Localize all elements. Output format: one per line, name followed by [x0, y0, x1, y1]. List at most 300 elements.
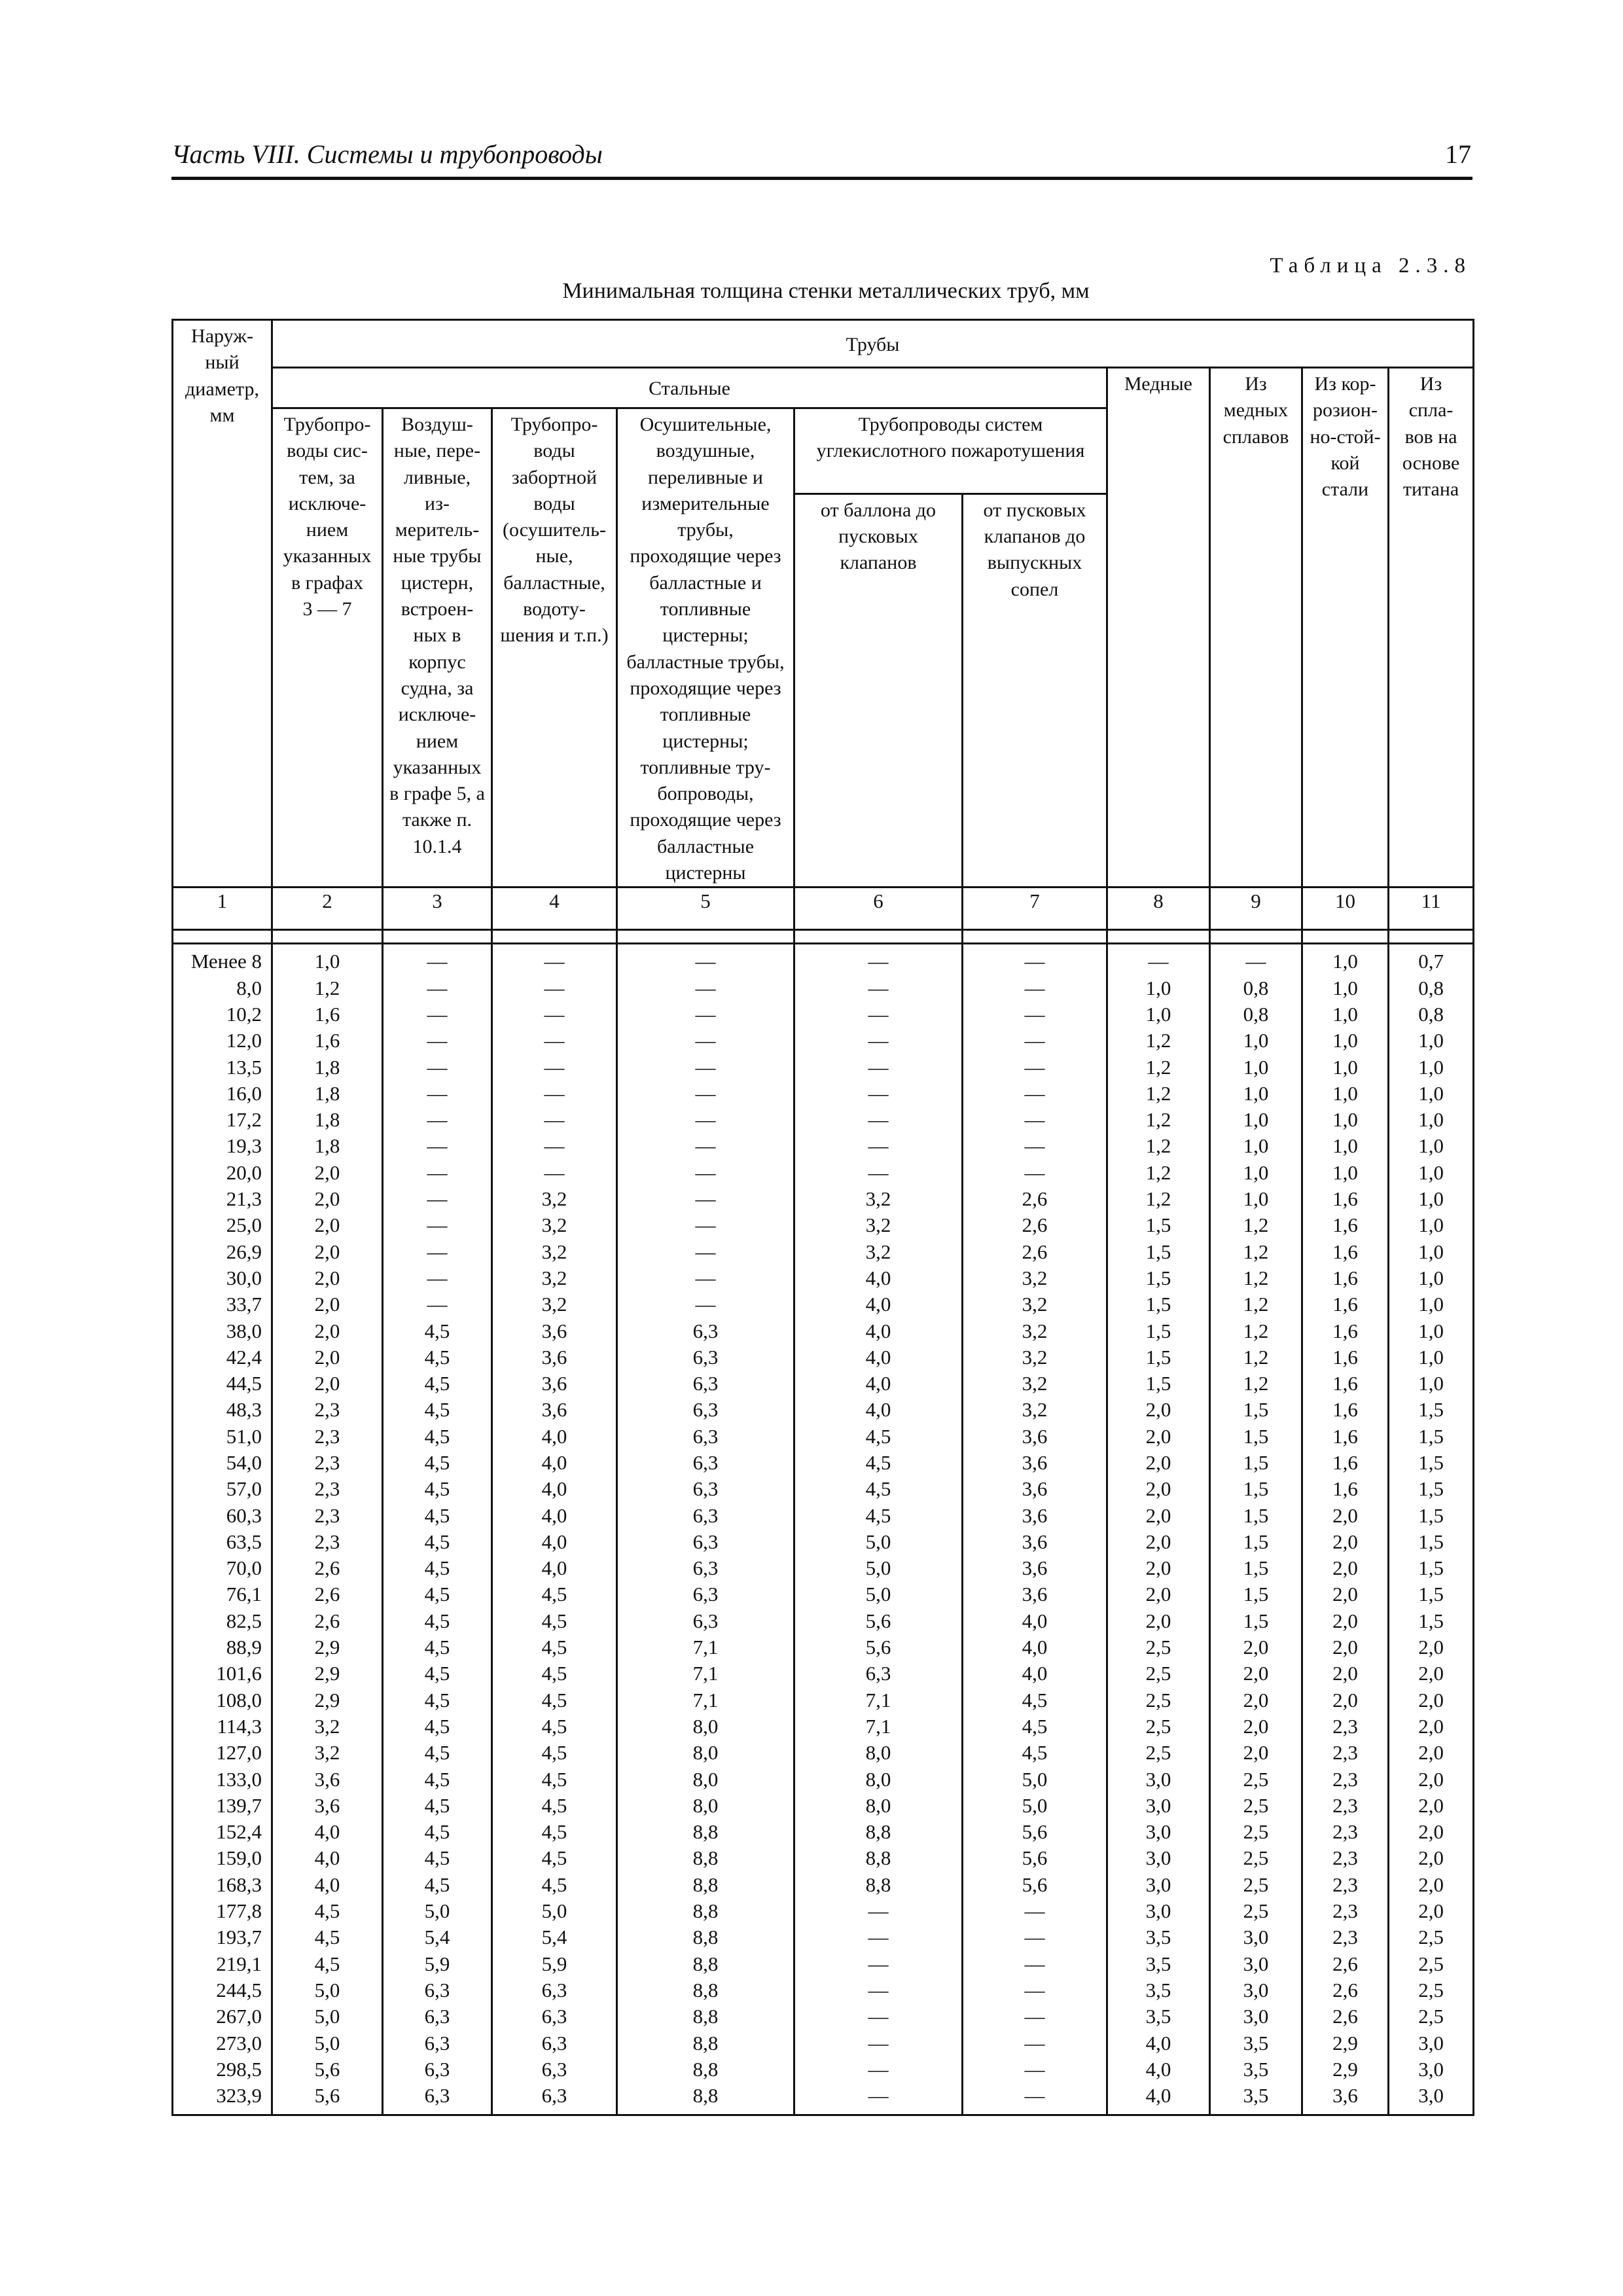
table-cell: 2,0 [1145, 1477, 1171, 1501]
table-cell: 2,0 [1145, 1503, 1171, 1527]
table-cell: — [868, 950, 889, 973]
table-cell: 1,0 [1243, 1134, 1269, 1158]
table-cell: — [695, 976, 716, 999]
table-cell: 76,1 [226, 1583, 262, 1606]
column-number-6: 6 [794, 888, 963, 930]
table-cell: 2,0 [1243, 1714, 1269, 1738]
table-cell: 7,1 [692, 1688, 719, 1712]
table-cell: 2,6 [1332, 2005, 1358, 2028]
table-cell: 4,5 [424, 1345, 450, 1369]
table-cell: — [1024, 1108, 1045, 1132]
table-cell: 101,6 [216, 1662, 262, 1685]
table-cell: 2,5 [1243, 1767, 1269, 1791]
table-cell: 3,6 [541, 1372, 567, 1395]
table-cell: 4,5 [424, 1820, 450, 1844]
table-cell: 2,0 [1332, 1662, 1358, 1685]
spacer-cell [1302, 930, 1389, 944]
table-cell: 2,5 [1145, 1714, 1171, 1738]
table-cell: — [544, 1134, 565, 1158]
table-cell: 4,5 [541, 1767, 567, 1791]
table-cell: 60,3 [226, 1503, 262, 1527]
table-cell: 1,0 [314, 950, 340, 973]
table-cell: 4,0 [541, 1450, 567, 1474]
table-cell: 1,0 [1418, 1187, 1444, 1211]
table-cell: 1,2 [1145, 1055, 1171, 1079]
header-col-6: от баллона до пусковых клапанов [794, 493, 963, 888]
table-cell: 3,5 [1145, 1978, 1171, 2001]
table-cell: 2,0 [1418, 1767, 1444, 1791]
table-cell: 3,2 [541, 1187, 567, 1211]
table-cell: 8,8 [692, 1978, 719, 2001]
table-cell: 7,1 [692, 1636, 719, 1659]
header-col-4: Трубопро- воды забортной воды (осушитель- ные, балластные, водоту- шения и т.п.) [492, 408, 617, 888]
table-cell: 6,3 [541, 2084, 567, 2108]
table-cell: 193,7 [216, 1926, 262, 1949]
table-cell: 2,0 [314, 1213, 340, 1237]
table-cell: 2,3 [1332, 1899, 1358, 1923]
table-cell: 1,5 [1145, 1266, 1171, 1289]
table-cell: 2,6 [1332, 1952, 1358, 1975]
table-cell: 1,0 [1243, 1108, 1269, 1132]
table-cell: 4,5 [1022, 1688, 1048, 1712]
table-cell: 2,3 [314, 1398, 340, 1422]
data-column-3 [383, 944, 492, 2115]
table-cell: 2,3 [1332, 1846, 1358, 1870]
table-cell: 5,0 [314, 2005, 340, 2028]
table-cell: 1,5 [1145, 1213, 1171, 1237]
table-cell: 3,2 [865, 1187, 891, 1211]
table-cell: 5,0 [865, 1556, 891, 1580]
table-cell: 1,0 [1243, 1081, 1269, 1105]
table-cell: 5,6 [1022, 1820, 1048, 1844]
table-cell: 1,0 [1332, 1029, 1358, 1052]
table-cell: 4,5 [541, 1793, 567, 1817]
table-cell: 267,0 [216, 2005, 262, 2028]
table-cell: — [1148, 950, 1169, 973]
table-cell: 4,5 [541, 1714, 567, 1738]
data-column-5 [617, 944, 794, 2115]
table-cell: 1,8 [314, 1134, 340, 1158]
table-cell: — [695, 1266, 716, 1289]
table-cell: 3,2 [1022, 1345, 1048, 1369]
table-cell: 4,5 [424, 1873, 450, 1896]
table-cell: 2,0 [1145, 1424, 1171, 1448]
table-cell: — [427, 1266, 448, 1289]
table-cell: 4,0 [1022, 1636, 1048, 1659]
table-cell: — [427, 1029, 448, 1052]
table-cell: — [544, 950, 565, 973]
table-cell: 1,6 [1332, 1213, 1358, 1237]
table-cell: 4,5 [424, 1398, 450, 1422]
table-cell: 2,0 [1418, 1846, 1444, 1870]
table-cell: 3,6 [1022, 1477, 1048, 1501]
table-number: Таблица 2.3.8 [1270, 254, 1471, 278]
table-cell: 4,0 [1145, 2057, 1171, 2081]
table-cell: 2,0 [1418, 1714, 1444, 1738]
table-cell: 3,6 [1022, 1530, 1048, 1553]
table-cell: 3,0 [1418, 2057, 1444, 2081]
table-cell: 3,5 [1145, 1952, 1171, 1975]
table-cell: 273,0 [216, 2031, 262, 2054]
table-cell: 3,6 [1022, 1583, 1048, 1606]
table-cell: 127,0 [216, 1741, 262, 1765]
table-cell: 2,3 [1332, 1873, 1358, 1896]
table-cell: 4,5 [424, 1424, 450, 1448]
table-cell: 2,3 [314, 1477, 340, 1501]
table-cell: — [868, 1002, 889, 1026]
column-number-9: 9 [1210, 888, 1302, 930]
table-cell: 2,0 [1243, 1688, 1269, 1712]
table-cell: 1,5 [1145, 1240, 1171, 1263]
table-cell: 2,0 [1243, 1636, 1269, 1659]
table-cell: 4,5 [541, 1846, 567, 1870]
table-cell: — [1024, 950, 1045, 973]
table-cell: 1,0 [1418, 1293, 1444, 1316]
table-cell: 6,3 [692, 1319, 719, 1342]
table-cell: — [868, 2057, 889, 2081]
table-cell: 8,0 [236, 976, 262, 999]
table-cell: — [427, 1187, 448, 1211]
table-cell: 244,5 [216, 1978, 262, 2001]
table-cell: 2,0 [314, 1372, 340, 1395]
table-cell: 2,9 [314, 1662, 340, 1685]
table-cell: 2,0 [1418, 1662, 1444, 1685]
table-cell: 4,0 [865, 1266, 891, 1289]
header-col-7: от пусковых клапанов до выпускных сопел [963, 493, 1107, 888]
spacer-cell [272, 930, 383, 944]
table-cell: 4,5 [541, 1583, 567, 1606]
table-cell: 3,5 [1243, 2084, 1269, 2108]
table-cell: 4,5 [865, 1450, 891, 1474]
header-col-2: Трубопро- воды сис- тем, за исключе- нием указанных в графах 3 — 7 [272, 408, 383, 888]
table-cell: — [1245, 950, 1266, 973]
table-cell: 4,0 [541, 1503, 567, 1527]
table-cell: — [544, 1081, 565, 1105]
table-cell: 0,8 [1243, 1002, 1269, 1026]
table-cell: 3,2 [1022, 1266, 1048, 1289]
table-cell: 2,6 [314, 1583, 340, 1606]
table-cell: 3,6 [1332, 2084, 1358, 2108]
data-column-1 [173, 944, 272, 2115]
table-cell: 2,3 [1332, 1820, 1358, 1844]
table-cell: 1,0 [1243, 1187, 1269, 1211]
table-cell: 1,8 [314, 1081, 340, 1105]
table-cell: — [1024, 2031, 1045, 2054]
table-cell: 5,0 [314, 1978, 340, 2001]
header-outer-diameter: Наруж- ный диаметр, мм [173, 320, 272, 888]
header-col-5: Осушительные, воздушные, переливные и измерительные трубы, проходящие через балластные и топливные цистерны; балластные трубы, проходящие через топливные цистерны; топливные тру- бопроводы, проходящие через балластные цистерны [617, 408, 794, 888]
table-cell: 8,8 [865, 1820, 891, 1844]
table-cell: 5,6 [865, 1609, 891, 1632]
table-cell: 1,0 [1332, 950, 1358, 973]
table-cell: 4,0 [541, 1556, 567, 1580]
table-cell: — [868, 1952, 889, 1975]
table-cell: 1,5 [1243, 1503, 1269, 1527]
table-cell: 5,9 [541, 1952, 567, 1975]
table-cell: 2,3 [314, 1450, 340, 1474]
table-cell: 1,8 [314, 1108, 340, 1132]
table-cell: 7,1 [865, 1714, 891, 1738]
table-cell: 6,3 [541, 2031, 567, 2054]
table-cell: 51,0 [226, 1424, 262, 1448]
table-cell: 2,5 [1243, 1793, 1269, 1817]
table-cell: 3,0 [1243, 1952, 1269, 1975]
table-cell: 2,5 [1243, 1820, 1269, 1844]
table-cell: 2,0 [1145, 1398, 1171, 1422]
page-number: 17 [1445, 139, 1471, 169]
header-pipes: Трубы [272, 320, 1474, 368]
table-cell: 1,6 [1332, 1319, 1358, 1342]
header-col-3: Воздуш- ные, пере- ливные, из- меритель- ные трубы цистерн, встроен- ных в корпус судна, за исключе- нием указанных в графе 5, а также п. 10.1.4 [383, 408, 492, 888]
table-cell: 4,0 [865, 1372, 891, 1395]
table-cell: — [1024, 2057, 1045, 2081]
table-cell: 2,5 [1418, 1978, 1444, 2001]
table-cell: 3,0 [1243, 1926, 1269, 1949]
table-cell: 4,5 [424, 1793, 450, 1817]
table-cell: 1,0 [1332, 976, 1358, 999]
table-cell: — [1024, 1952, 1045, 1975]
table-cell: 3,2 [314, 1714, 340, 1738]
table-cell: — [868, 1081, 889, 1105]
spacer-cell [1107, 930, 1210, 944]
table-cell: 8,0 [865, 1767, 891, 1791]
table-cell: 1,0 [1332, 1160, 1358, 1184]
table-cell: 2,0 [1418, 1636, 1444, 1659]
table-cell: 2,0 [314, 1293, 340, 1316]
table-cell: 6,3 [692, 1583, 719, 1606]
table-cell: 5,6 [1022, 1846, 1048, 1870]
table-cell: 12,0 [226, 1029, 262, 1052]
table-cell: 1,5 [1418, 1503, 1444, 1527]
table-cell: 21,3 [226, 1187, 262, 1211]
table-cell: 2,9 [314, 1636, 340, 1659]
table-cell: 1,2 [314, 976, 340, 999]
table-cell: — [1024, 1029, 1045, 1052]
table-cell: 2,6 [1022, 1187, 1048, 1211]
table-cell: 4,5 [1022, 1741, 1048, 1765]
spacer-cell [173, 930, 272, 944]
table-cell: 139,7 [216, 1793, 262, 1817]
table-cell: 8,8 [865, 1846, 891, 1870]
table-cell: 3,0 [1145, 1820, 1171, 1844]
table-cell: 1,0 [1418, 1029, 1444, 1052]
table-cell: 38,0 [226, 1319, 262, 1342]
table-cell: 3,2 [1022, 1319, 1048, 1342]
table-cell: 5,0 [865, 1530, 891, 1553]
table-cell: — [695, 1055, 716, 1079]
table-cell: 5,0 [865, 1583, 891, 1606]
table-cell: 2,0 [1243, 1662, 1269, 1685]
table-cell: 1,0 [1418, 1055, 1444, 1079]
table-cell: — [427, 1081, 448, 1105]
table-cell: — [427, 976, 448, 999]
table-cell: 1,5 [1243, 1530, 1269, 1553]
table-cell: — [1024, 1002, 1045, 1026]
spacer-cell [963, 930, 1107, 944]
table-cell: 1,5 [1418, 1556, 1444, 1580]
table-cell: 3,0 [1418, 2031, 1444, 2054]
table-cell: 1,0 [1418, 1345, 1444, 1369]
table-cell: 3,6 [1022, 1424, 1048, 1448]
table-cell: 4,0 [865, 1293, 891, 1316]
table-cell: 1,0 [1418, 1266, 1444, 1289]
table-cell: — [868, 1160, 889, 1184]
table-cell: 63,5 [226, 1530, 262, 1553]
table-cell: 7,1 [865, 1688, 891, 1712]
table-cell: 88,9 [226, 1636, 262, 1659]
data-column-8 [1107, 944, 1210, 2115]
table-cell: 1,5 [1243, 1450, 1269, 1474]
table-cell: 1,0 [1332, 1134, 1358, 1158]
table-cell: 4,0 [314, 1820, 340, 1844]
table-cell: 3,6 [1022, 1556, 1048, 1580]
header-co2-systems: Трубопроводы систем углекислотного пожаротушения [794, 408, 1107, 494]
table-cell: — [695, 1187, 716, 1211]
table-cell: 2,0 [1145, 1609, 1171, 1632]
table-cell: 4,5 [424, 1372, 450, 1395]
table-cell: 8,0 [692, 1793, 719, 1817]
table-cell: — [1024, 1055, 1045, 1079]
table-cell: 2,5 [1243, 1846, 1269, 1870]
table-cell: 2,3 [1332, 1741, 1358, 1765]
data-column-11 [1389, 944, 1474, 2115]
table-cell: 159,0 [216, 1846, 262, 1870]
table-cell: 1,5 [1243, 1583, 1269, 1606]
table-cell: — [1024, 1978, 1045, 2001]
table-cell: 4,5 [424, 1846, 450, 1870]
table-cell: 2,9 [1332, 2031, 1358, 2054]
table-cell: 1,0 [1418, 1134, 1444, 1158]
table-cell: 1,5 [1418, 1398, 1444, 1422]
table-cell: 1,6 [1332, 1372, 1358, 1395]
table-cell: 3,2 [541, 1266, 567, 1289]
table-cell: 2,5 [1418, 1926, 1444, 1949]
table-cell: — [544, 1108, 565, 1132]
table-cell: 1,2 [1243, 1345, 1269, 1369]
table-cell: 3,6 [314, 1767, 340, 1791]
table-cell: 4,0 [314, 1846, 340, 1870]
table-cell: — [1024, 1081, 1045, 1105]
table-cell: 2,3 [1332, 1714, 1358, 1738]
table-cell: 1,6 [1332, 1240, 1358, 1263]
table-cell: — [1024, 976, 1045, 999]
table-cell: 6,3 [692, 1398, 719, 1422]
table-cell: — [868, 1029, 889, 1052]
table-cell: — [427, 1134, 448, 1158]
table-cell: — [427, 1160, 448, 1184]
table-cell: 3,0 [1145, 1899, 1171, 1923]
table-cell: 4,0 [314, 1873, 340, 1896]
table-cell: 4,5 [424, 1450, 450, 1474]
table-cell: 1,0 [1243, 1160, 1269, 1184]
table-cell: 19,3 [226, 1134, 262, 1158]
table-cell: — [544, 1002, 565, 1026]
table-cell: — [868, 1978, 889, 2001]
table-cell: — [868, 1899, 889, 1923]
table-cell: 323,9 [216, 2084, 262, 2108]
table-cell: 3,0 [1243, 1978, 1269, 2001]
table-cell: 2,0 [1418, 1873, 1444, 1896]
table-cell: 0,8 [1418, 1002, 1444, 1026]
table-cell: 5,0 [1022, 1793, 1048, 1817]
table-cell: — [544, 1029, 565, 1052]
table-cell: 8,8 [692, 2084, 719, 2108]
table-cell: 4,5 [541, 1688, 567, 1712]
table-cell: 219,1 [216, 1952, 262, 1975]
table-cell: 4,5 [424, 1609, 450, 1632]
table-cell: 4,0 [1022, 1609, 1048, 1632]
table-cell: 6,3 [541, 2005, 567, 2028]
table-cell: 3,2 [541, 1293, 567, 1316]
table-cell: 3,2 [314, 1741, 340, 1765]
table-cell: 5,0 [314, 2031, 340, 2054]
table-cell: — [695, 1134, 716, 1158]
table-cell: 1,5 [1243, 1424, 1269, 1448]
table-cell: 4,5 [424, 1556, 450, 1580]
table-cell: — [427, 1213, 448, 1237]
table-cell: 2,0 [1418, 1793, 1444, 1817]
table-cell: 8,8 [692, 2057, 719, 2081]
table-cell: 5,4 [541, 1926, 567, 1949]
table-cell: 6,3 [424, 2031, 450, 2054]
table-cell: 16,0 [226, 1081, 262, 1105]
table-cell: 2,0 [314, 1319, 340, 1342]
table-cell: 4,5 [424, 1503, 450, 1527]
table-cell: 6,3 [424, 2005, 450, 2028]
table-cell: 1,0 [1145, 1002, 1171, 1026]
column-number-10: 10 [1302, 888, 1389, 930]
table-cell: 4,5 [424, 1530, 450, 1553]
table-cell: — [695, 1240, 716, 1263]
table-cell: — [695, 1029, 716, 1052]
table-cell: 3,5 [1145, 2005, 1171, 2028]
header-titanium-alloys: Из спла- вов на основе титана [1389, 368, 1474, 888]
table-cell: 2,0 [1332, 1609, 1358, 1632]
table-cell: 6,3 [692, 1372, 719, 1395]
column-numbers-row [173, 888, 1474, 930]
table-cell: 2,3 [314, 1503, 340, 1527]
table-cell: 2,0 [1332, 1530, 1358, 1553]
table-cell: 3,5 [1243, 2057, 1269, 2081]
table-cell: 2,9 [314, 1688, 340, 1712]
table-cell: 5,9 [424, 1952, 450, 1975]
table-cell: 4,5 [1022, 1714, 1048, 1738]
table-cell: 1,8 [314, 1055, 340, 1079]
header-steel: Стальные [272, 368, 1107, 408]
table-cell: 3,5 [1243, 2031, 1269, 2054]
column-number-5: 5 [617, 888, 794, 930]
table-cell: — [1024, 1134, 1045, 1158]
table-cell: 2,3 [314, 1530, 340, 1553]
table-cell: 33,7 [226, 1293, 262, 1316]
table-cell: 3,2 [541, 1240, 567, 1263]
table-cell: 42,4 [226, 1345, 262, 1369]
table-cell: 2,3 [1332, 1926, 1358, 1949]
table-cell: 1,2 [1145, 1108, 1171, 1132]
header-stainless-steel: Из кор- розион- но-стой- кой стали [1302, 368, 1389, 888]
table-cell: 2,0 [1145, 1530, 1171, 1553]
data-column-4 [492, 944, 617, 2115]
table-cell: 4,5 [424, 1477, 450, 1501]
table-cell: — [868, 1108, 889, 1132]
data-column-7 [963, 944, 1107, 2115]
table-cell: 70,0 [226, 1556, 262, 1580]
table-cell: 6,3 [541, 2057, 567, 2081]
table-cell: 3,5 [1145, 1926, 1171, 1949]
spacer-cell [1210, 930, 1302, 944]
table-cell: 17,2 [226, 1108, 262, 1132]
data-column-2 [272, 944, 383, 2115]
